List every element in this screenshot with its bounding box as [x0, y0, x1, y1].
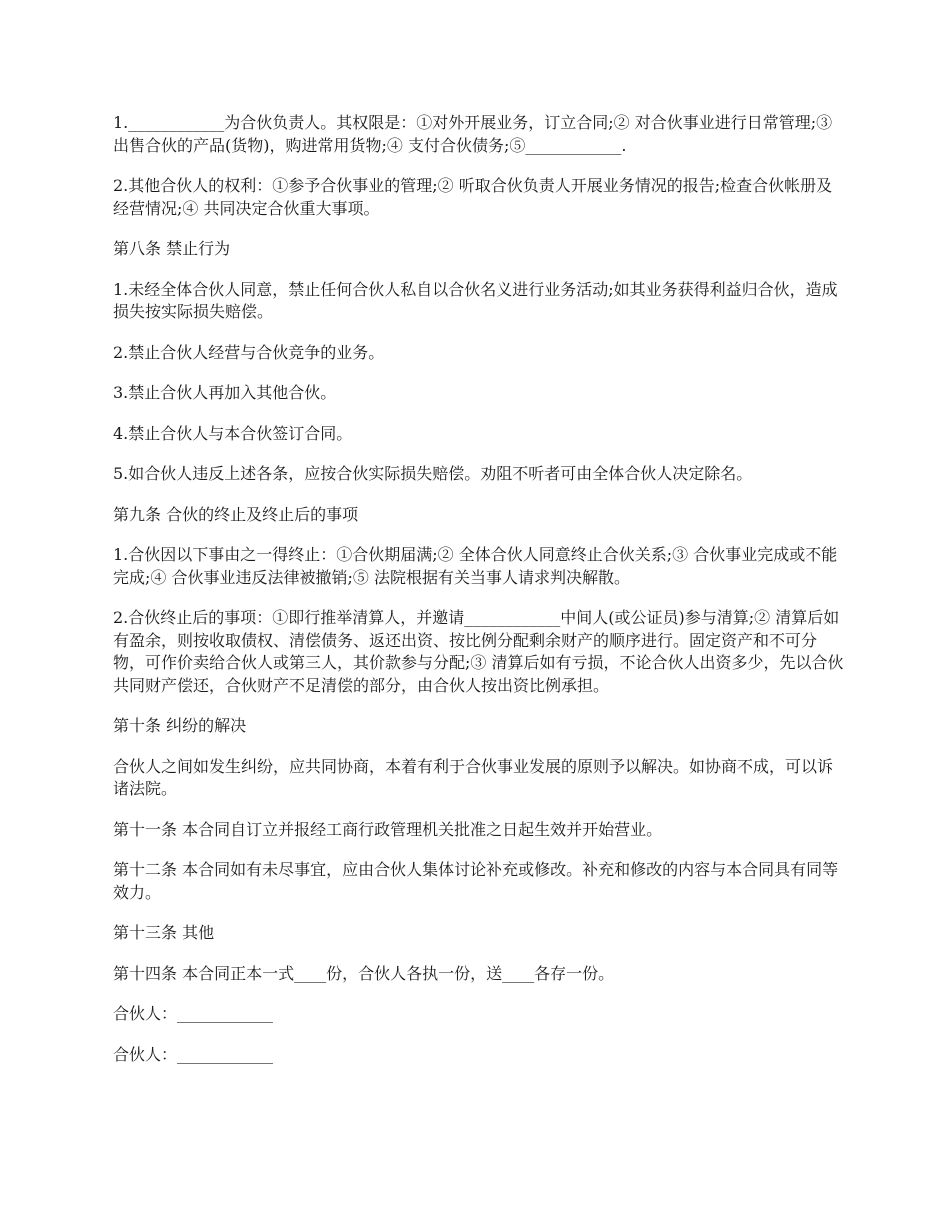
article-9-heading: 第九条 合伙的终止及终止后的事项 — [113, 504, 359, 524]
article-11: 第十一条 本合同自订立并报经工商行政管理机关批准之日起生效并开始营业。 — [113, 819, 663, 839]
article-10-heading: 第十条 纠纷的解决 — [113, 716, 247, 735]
article-9-item-2: 2.合伙终止后的事项：①即行推举清算人，并邀请____________中间人(或公证员)参与清算;② 清算后如有盈余，则按收取债权、清偿债务、返还出资、按比例分配剩余财产的顺序进行。固定资产和不可分物，可作价卖给合伙人或第三人，其价款参与分配;③ 清算后如有亏损，不论合伙人出资多少，先以合伙共同财产偿还，合伙财产不足清偿的部分，由合伙人按出资比例承担。 — [113, 608, 844, 695]
article-10-body: 合伙人之间如发生纠纷，应共同协商，本着有利于合伙事业发展的原则予以解决。如协商不成，可以诉诸法院。 — [113, 756, 834, 798]
article-9-item-1: 1.合伙因以下事由之一得终止：①合伙期届满;② 全体合伙人同意终止合伙关系;③ 合伙事业完成或不能完成;④ 合伙事业违反法律被撤销;⑤ 法院根据有关当事人请求判决解散。 — [113, 545, 838, 587]
article-8-item-3: 3.禁止合伙人再加入其他合伙。 — [113, 383, 337, 402]
partner-signature-line-1: 合伙人：____________ — [113, 1004, 274, 1023]
partner-signature-line-2: 合伙人：____________ — [113, 1044, 274, 1064]
article-8-item-2: 2.禁止合伙人经营与合伙竞争的业务。 — [113, 342, 385, 362]
article-14: 第十四条 本合同正本一式____份，合伙人各执一份，送____各存一份。 — [113, 963, 615, 983]
article-8-item-1: 1.未经全体合伙人同意，禁止任何合伙人私自以合伙名义进行业务活动;如其业务获得利益归合伙，造成损失按实际损失赔偿。 — [113, 279, 838, 321]
article-8-item-4: 4.禁止合伙人与本合伙签订合同。 — [113, 423, 353, 443]
article-12: 第十二条 本合同如有未尽事宜，应由合伙人集体讨论补充或修改。补充和修改的内容与本合同具有同等效力。 — [113, 860, 839, 902]
clause-7-responsible-partner: 1.____________为合伙负责人。其权限是：①对外开展业务，订立合同;② 对合伙事业进行日常管理;③ 出售合伙的产品(货物)，购进常用货物;④ 支付合伙债务;⑤____________. — [113, 113, 838, 155]
document-body — [113, 112, 848, 1084]
article-13: 第十三条 其他 — [113, 923, 215, 942]
clause-7-other-partner-rights: 2.其他合伙人的权利：①参予合伙事业的管理;② 听取合伙负责人开展业务情况的报告;检查合伙帐册及经营情况;④ 共同决定合伙重大事项。 — [113, 176, 833, 218]
article-8-heading: 第八条 禁止行为 — [113, 239, 231, 258]
article-8-item-5: 5.如合伙人违反上述各条，应按合伙实际损失赔偿。劝阻不听者可由全体合伙人决定除名。 — [113, 464, 753, 483]
